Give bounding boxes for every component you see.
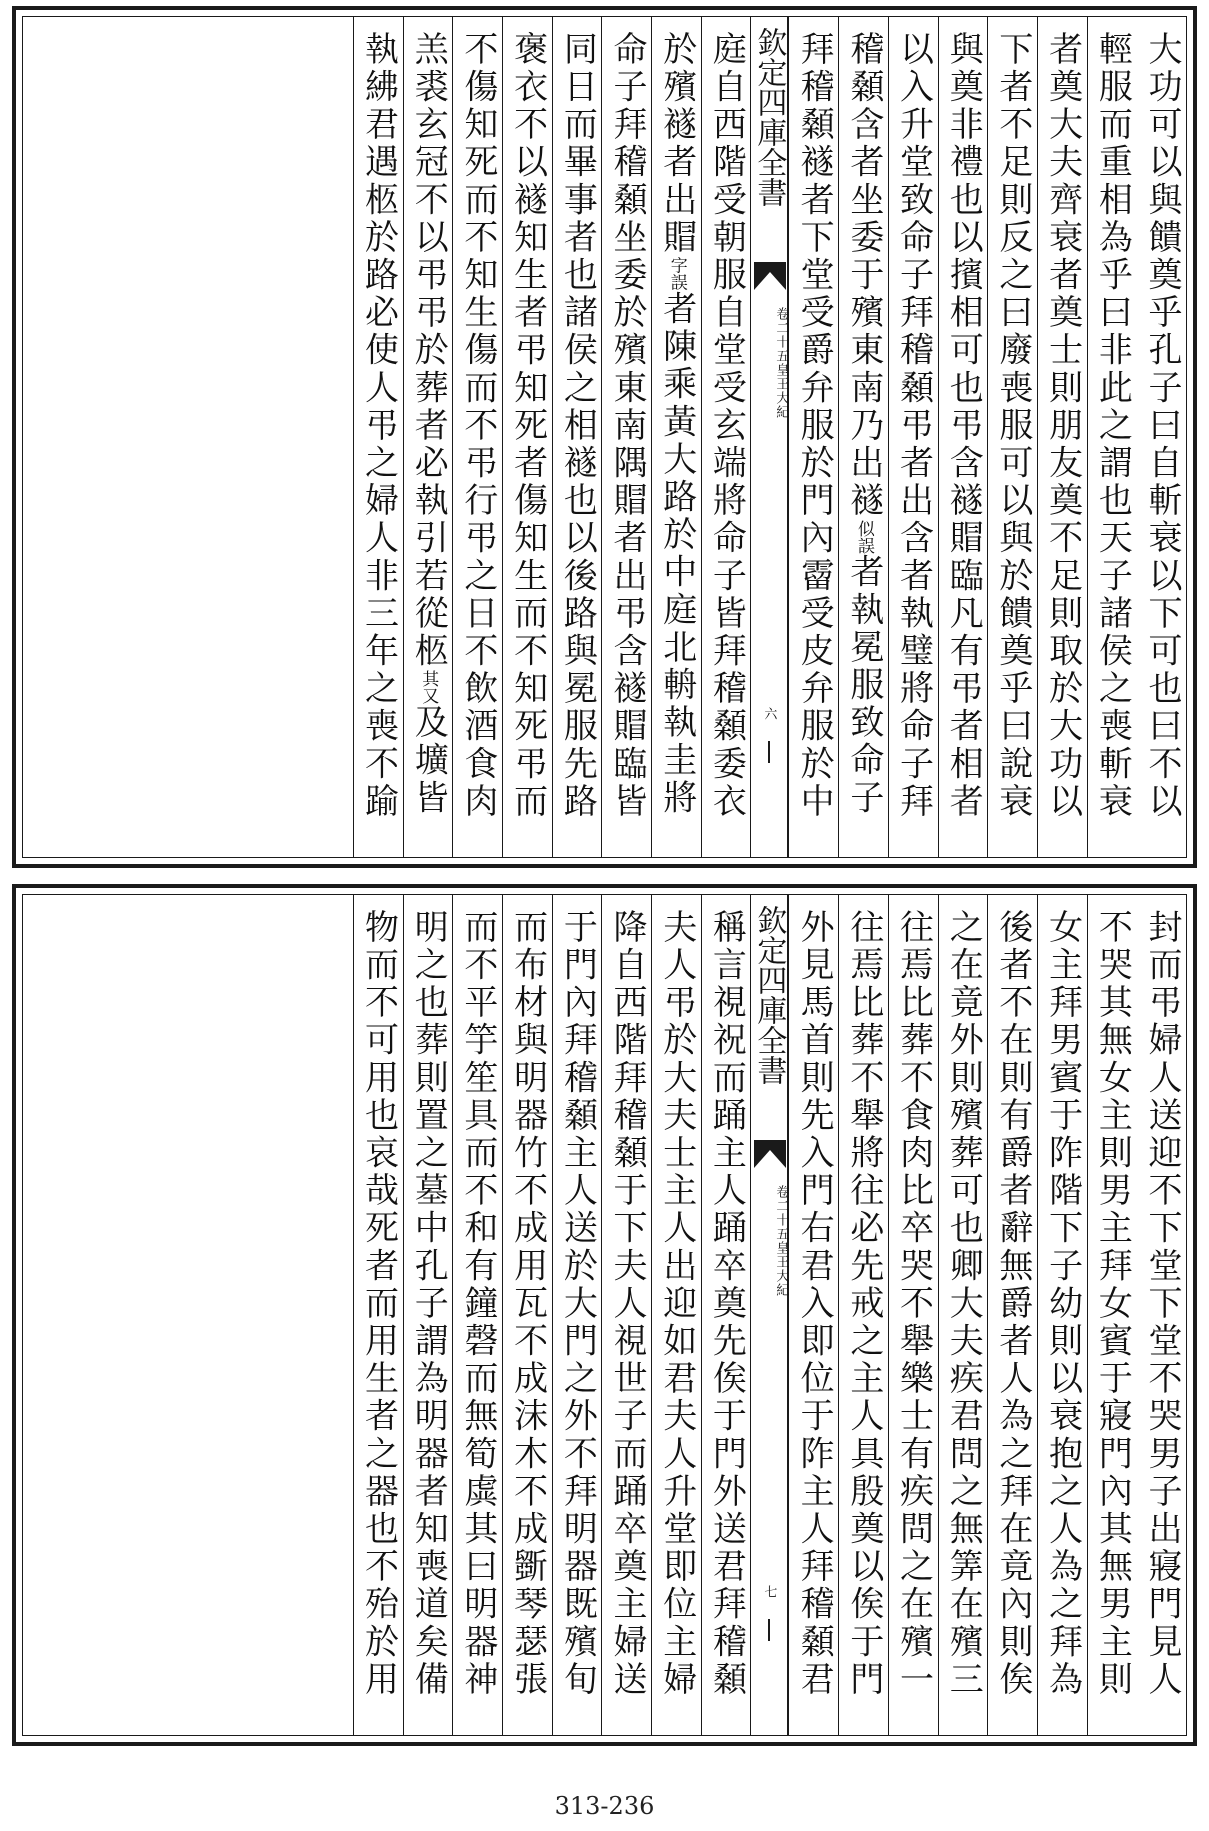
interlinear-note: 字誤 <box>666 256 687 291</box>
volume-label: 卷二十五 皇王大紀 <box>773 1185 789 1297</box>
center-gutter <box>750 895 788 1735</box>
book-title: 欽定四庫全書 <box>751 905 787 1085</box>
fish-tail-mark-icon <box>754 262 786 290</box>
text-column <box>838 17 888 857</box>
book-title: 欽定四庫全書 <box>751 27 787 207</box>
text-column: 而不平竽笙具而不和有鐘磬而無筍虡其曰明器神 <box>452 895 502 1735</box>
volume-label: 卷二十五 皇王大紀 <box>773 307 789 419</box>
text-column: 命子拜稽顙坐委於殯東南隅賵者出弔含襚賵臨皆 <box>601 17 651 857</box>
column-text: 及壙皆 <box>408 704 449 818</box>
bottom-page-frame <box>12 884 1197 1746</box>
bottom-page-inner-border <box>22 894 1187 1736</box>
text-column: 明之也葬則置之墓中孔子謂為明器者知喪道矣備 <box>403 895 453 1735</box>
column-text: 羔裘玄冠不以弔弔於葬者必執引若從柩 <box>408 31 449 671</box>
text-column: 不傷知死而不知生傷而不弔行弔之日不飲酒食肉 <box>452 17 502 857</box>
top-page-inner-border <box>22 16 1187 858</box>
text-column: 女主拜男賓于阼階下子幼則以衰抱之人為之拜為 <box>1037 895 1087 1735</box>
text-column: 稱言視祝而踊主人踊卒奠先俟于門外送君拜稽顙 <box>701 895 751 1735</box>
text-column: 下者不足則反之曰廢喪服可以與於饋奠乎曰說衰 <box>987 17 1037 857</box>
text-column: 後者不在則有爵者辭無爵者人為之拜在竟內則俟 <box>987 895 1037 1735</box>
text-column: 往焉比葬不舉將往必先戒之主人具殷奠以俟于門 <box>838 895 888 1735</box>
top-page-frame <box>12 6 1197 868</box>
interlinear-note: 其又 <box>418 670 439 705</box>
text-column: 之在竟外則殯葬可也卿大夫疾君問之無筭在殯三 <box>938 895 988 1735</box>
text-column: 拜稽顙襚者下堂受爵弁服於門內霤受皮弁服於中 <box>788 17 838 857</box>
text-column: 往焉比葬不食肉比卒哭不舉樂士有疾問之在殯一 <box>888 895 938 1735</box>
page-number: 七 <box>761 1585 777 1598</box>
top-page-columns <box>23 17 1186 857</box>
text-column <box>651 17 701 857</box>
text-column: 夫人弔於大夫士主人出迎如君夫人升堂即位主婦 <box>651 895 701 1735</box>
gutter-tick <box>768 741 770 763</box>
text-column: 同日而畢事者也諸侯之相襚也以後路與冕服先路 <box>552 17 602 857</box>
page-number: 六 <box>761 707 777 720</box>
text-column: 執紼君遇柩於路必使人弔之婦人非三年之喪不踰 <box>353 17 403 857</box>
column-text: 於殯 <box>656 31 697 107</box>
text-column: 輕服而重相為乎曰非此之謂也天子諸侯之喪斬衰 <box>1087 17 1137 857</box>
text-column: 外見馬首則先入門右君入即位于阼主人拜稽顙君 <box>788 895 838 1735</box>
text-column: 封而弔婦人送迎不下堂下堂不哭男子出寢門見人 <box>1142 909 1182 1699</box>
text-column: 大功可以與饋奠乎孔子曰自斬衰以下可也曰不以 <box>1142 31 1182 821</box>
bottom-page-columns <box>23 895 1186 1735</box>
text-column: 于門內拜稽顙主人送於大門之外不拜明器既殯旬 <box>552 895 602 1735</box>
text-column: 以入升堂致命子拜稽顙弔者出含者執璧將命子拜 <box>888 17 938 857</box>
text-column: 庭自西階受朝服自堂受玄端將命子皆拜稽顙委衣 <box>701 17 751 857</box>
column-text: 者陳乘黃大路於中庭北輈執圭將 <box>656 290 697 818</box>
page-footer-number: 313-236 <box>554 1792 655 1820</box>
interlinear-note: 似誤 <box>853 519 874 554</box>
text-column: 不哭其無女主則男主拜女賓于寢門內其無男主則 <box>1087 895 1137 1735</box>
column-text: 襚者出賵 <box>656 106 697 257</box>
text-column: 者奠大夫齊衰者奠士則朋友奠不足則取於大功以 <box>1037 17 1087 857</box>
column-text: 者執冕服致命子 <box>843 553 884 818</box>
gutter-tick <box>768 1619 770 1641</box>
text-column: 物而不可用也哀哉死者而用生者之器也不殆於用 <box>353 895 403 1735</box>
text-column: 降自西階拜稽顙于下夫人視世子而踊卒奠主婦送 <box>601 895 651 1735</box>
text-column: 而布材與明器竹不成用瓦不成沫木不成斵琴瑟張 <box>502 895 552 1735</box>
center-gutter <box>750 17 788 857</box>
fish-tail-mark-icon <box>754 1140 786 1168</box>
column-text: 稽顙含者坐委于殯東南乃出襚 <box>843 31 884 520</box>
text-column: 與奠非禮也以擯相可也弔含襚賵臨凡有弔者相者 <box>938 17 988 857</box>
text-column <box>403 17 453 857</box>
text-column: 褒衣不以襚知生者弔知死者傷知生而不知死弔而 <box>502 17 552 857</box>
